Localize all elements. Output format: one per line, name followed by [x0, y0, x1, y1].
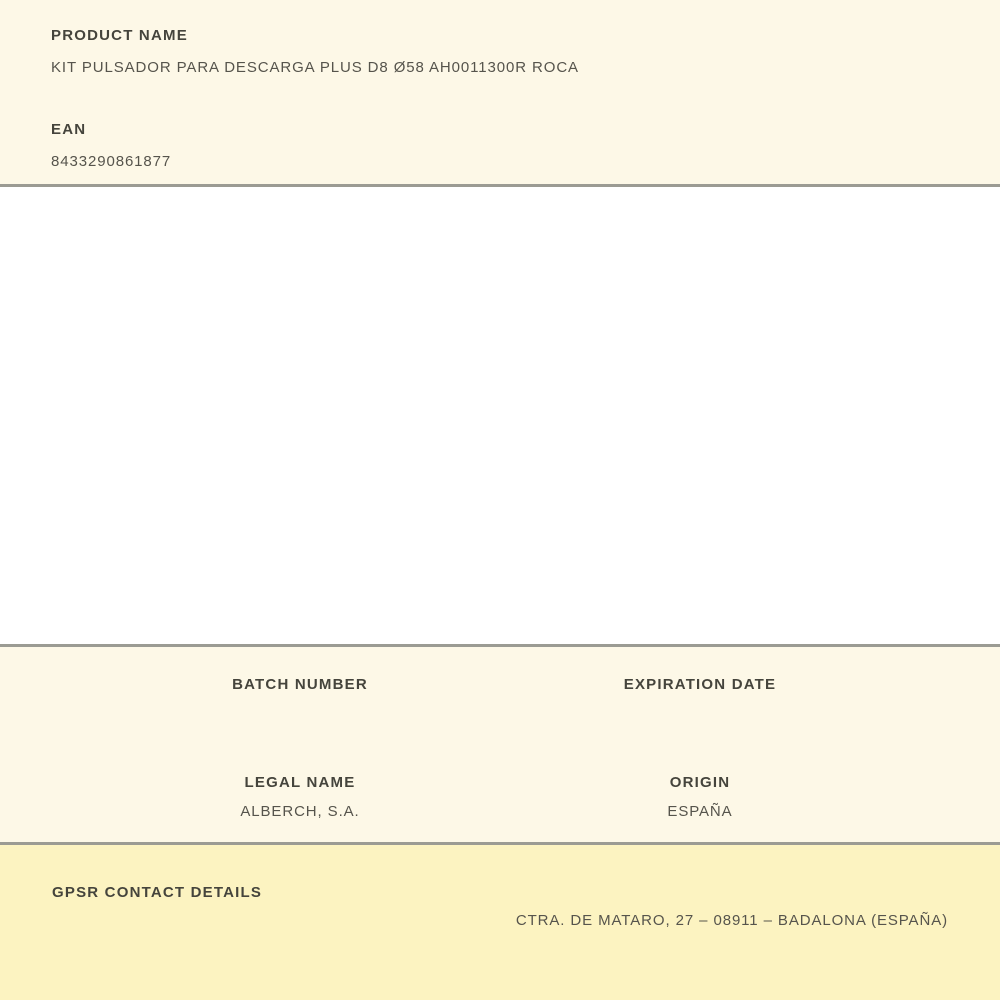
legal-name-value: ALBERCH, S.A.: [240, 803, 360, 820]
expiration-date-label: EXPIRATION DATE: [623, 676, 777, 693]
origin-cell: [500, 773, 900, 821]
gpsr-contact-section: [0, 845, 1000, 1000]
product-header-section: [0, 0, 1000, 187]
details-section: [0, 644, 1000, 845]
expiration-date-cell: [500, 675, 900, 704]
details-row-legal-origin: [100, 773, 900, 821]
product-name-value: KIT PULSADOR PARA DESCARGA PLUS D8 Ø58 AH0011300R ROCA: [51, 59, 579, 76]
origin-label: ORIGIN: [669, 774, 731, 791]
origin-value: ESPAÑA: [667, 803, 733, 820]
product-name-label: PRODUCT NAME: [51, 27, 188, 44]
ean-value: 8433290861877: [51, 153, 172, 170]
ean-label: EAN: [51, 121, 87, 138]
batch-number-cell: [100, 675, 500, 704]
legal-name-cell: [100, 773, 500, 821]
batch-number-label: BATCH NUMBER: [232, 676, 368, 693]
legal-name-label: LEGAL NAME: [244, 774, 356, 791]
details-row-batch-expiration: [100, 675, 900, 704]
empty-middle-area: [0, 187, 1000, 644]
gpsr-contact-label: GPSR CONTACT DETAILS: [52, 884, 263, 901]
gpsr-contact-address: CTRA. DE MATARO, 27 – 08911 – BADALONA (ESPAÑA): [515, 912, 948, 929]
